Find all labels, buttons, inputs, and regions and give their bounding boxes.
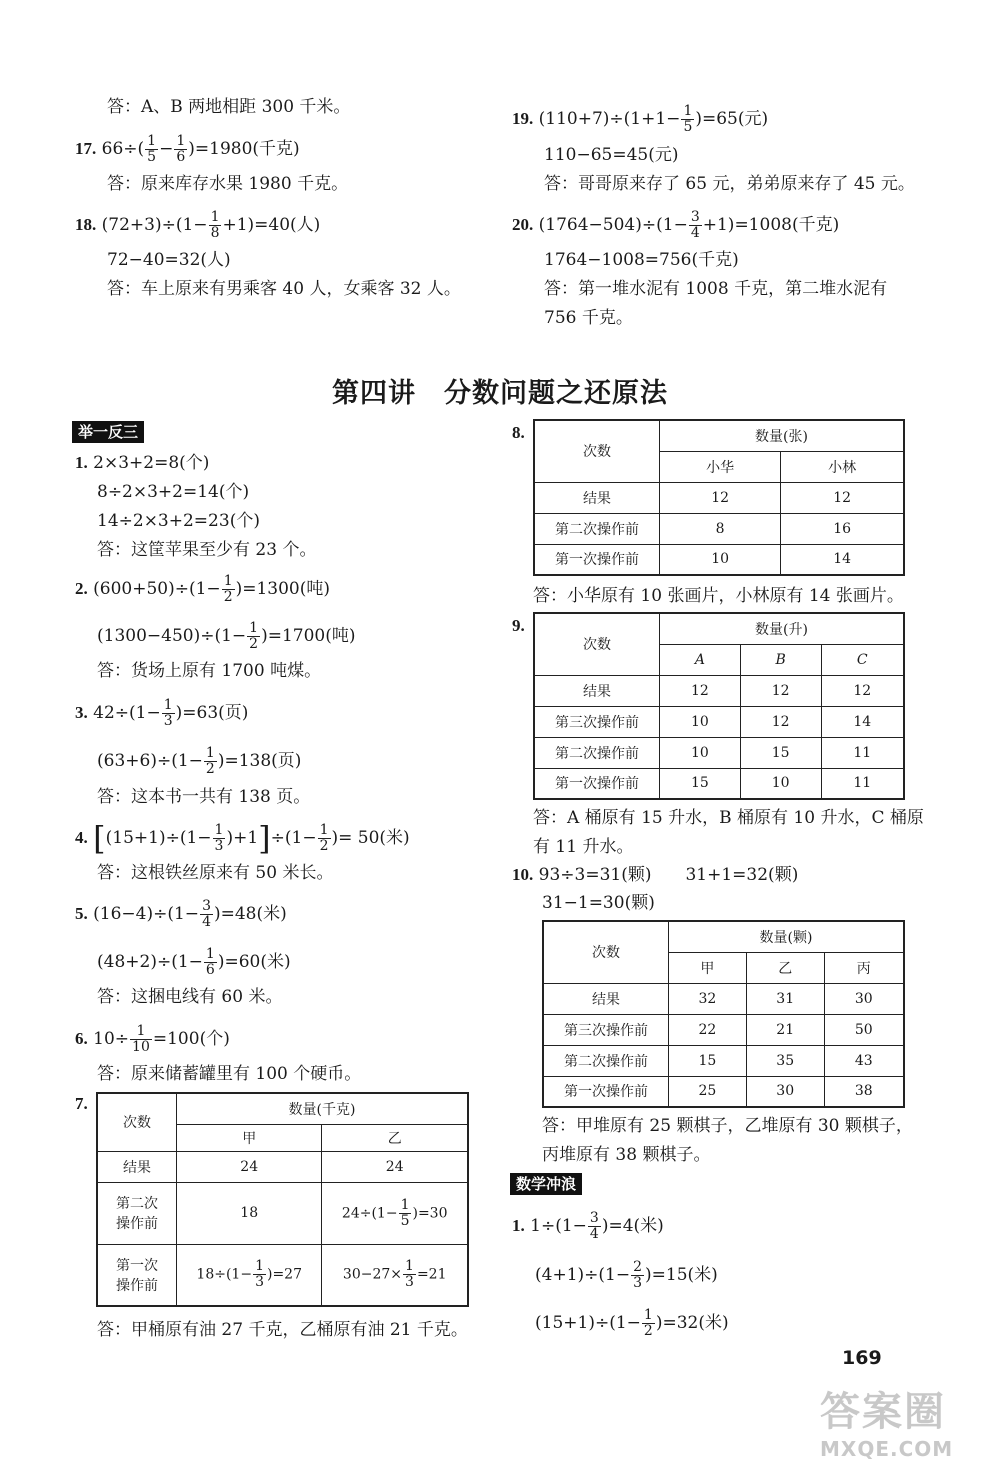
problem-number: 5. — [75, 904, 88, 923]
fraction — [130, 1024, 152, 1055]
row-label: 第二次操作前 — [543, 1045, 669, 1076]
denominator: 3 — [214, 838, 224, 854]
cell: 38 — [824, 1076, 904, 1107]
watermark-line2: MXQE.COM — [820, 1437, 954, 1461]
header-xiaohua: 小华 — [660, 451, 781, 482]
header-quantity: 数量(张) — [660, 420, 905, 451]
expr-part: )=60(米) — [217, 952, 291, 972]
problem-1 — [75, 451, 209, 475]
problem-number: 2. — [75, 579, 88, 598]
fraction — [222, 574, 235, 605]
header-times: 次数 — [97, 1093, 177, 1151]
denominator: 2 — [205, 761, 215, 777]
expr-part: )=138(页) — [217, 751, 302, 771]
cell: 12 — [781, 482, 904, 513]
expr-part: )=1700(吨) — [261, 626, 356, 646]
fraction — [631, 1260, 644, 1291]
numerator: 1 — [205, 745, 215, 761]
fraction — [174, 134, 187, 165]
problem-number: 1. — [75, 453, 88, 472]
label-line: 第二次 — [116, 1196, 158, 1212]
denominator: 4 — [589, 1226, 599, 1242]
answer-19: 答：哥哥原来存了 65 元，弟弟原来存了 45 元。 — [544, 174, 915, 194]
cell: 10 — [660, 544, 781, 575]
cell: 50 — [824, 1014, 904, 1045]
denominator: 5 — [147, 149, 157, 165]
section-tag-challenge: 数学冲浪 — [510, 1173, 582, 1195]
denominator: 3 — [163, 713, 173, 729]
answer-18: 答：车上原来有男乘客 40 人，女乘客 32 人。 — [107, 279, 461, 299]
cell: 14 — [781, 544, 904, 575]
problem-number: 1. — [512, 1216, 525, 1235]
denominator: 4 — [690, 225, 700, 241]
numerator: 1 — [176, 133, 186, 149]
row-label: 第三次操作前 — [534, 706, 660, 737]
denominator: 2 — [249, 636, 259, 652]
cell: 10 — [660, 706, 741, 737]
fraction — [399, 1198, 412, 1229]
header-quantity: 数量(升) — [660, 613, 905, 644]
expr-part: (1764−504)÷(1− — [538, 215, 688, 235]
fraction — [318, 823, 331, 854]
fraction — [403, 1259, 416, 1290]
cell: 30 — [746, 1076, 824, 1107]
problem-18 — [75, 210, 320, 241]
label-line: 第一次 — [116, 1257, 158, 1274]
header-c: C — [821, 644, 904, 675]
numerator: 1 — [400, 1196, 410, 1213]
row-label: 第一次操作前 — [534, 768, 660, 799]
numerator: 1 — [683, 103, 693, 119]
answer-3: 答：这本书一共有 138 页。 — [97, 787, 311, 807]
denominator: 3 — [255, 1274, 264, 1291]
cell: 11 — [821, 768, 904, 799]
cell: 32 — [669, 983, 747, 1014]
numerator: 3 — [690, 209, 700, 225]
answer-5: 答：这捆电线有 60 米。 — [97, 987, 283, 1007]
numerator: 1 — [130, 1024, 152, 1040]
numerator: 1 — [405, 1258, 414, 1275]
answer-9-line1: 答：A 桶原有 15 升水，B 桶原有 10 升水，C 桶原 — [533, 808, 924, 828]
expr-part: 18÷(1− — [196, 1266, 253, 1283]
denominator: 2 — [319, 838, 329, 854]
line-18-2: 72−40=32(人) — [107, 250, 231, 270]
answer-6: 答：原来储蓄罐里有 100 个硬币。 — [97, 1064, 362, 1084]
header-jia: 甲 — [669, 952, 747, 983]
numerator: 1 — [210, 209, 220, 225]
answer-17: 答：原来库存水果 1980 千克。 — [107, 174, 349, 194]
header-quantity: 数量(千克) — [177, 1093, 469, 1124]
expr-part: )=4(米) — [601, 1216, 664, 1236]
answer-1: 答：这筐苹果至少有 23 个。 — [97, 540, 317, 560]
cell: 12 — [660, 675, 741, 706]
denominator: 8 — [210, 225, 220, 241]
table-7 — [96, 1092, 469, 1307]
fraction — [204, 947, 217, 978]
cell: 15 — [740, 737, 821, 768]
answer-20-line2: 756 千克。 — [544, 308, 633, 328]
problem-number: 10. — [512, 865, 534, 884]
row-label: 第一次操作前 — [543, 1076, 669, 1107]
cell — [322, 1244, 468, 1306]
row-label: 第二次操作前 — [534, 737, 660, 768]
expr-part: (48+2)÷(1− — [97, 952, 203, 972]
cell — [177, 1244, 322, 1306]
expr-part: (16−4)÷(1− — [93, 904, 200, 924]
problem-4 — [75, 819, 410, 858]
cell: 11 — [821, 737, 904, 768]
expr-part: )=32(米) — [655, 1313, 729, 1333]
expr-part: 10÷ — [93, 1029, 130, 1049]
expr-part: (15+1)÷(1− — [535, 1313, 641, 1333]
header-quantity: 数量(颗) — [669, 921, 905, 952]
table-10 — [542, 920, 905, 1108]
header-times: 次数 — [543, 921, 669, 983]
expr-part: (72+3)÷(1− — [101, 215, 208, 235]
numerator: 3 — [589, 1210, 599, 1226]
expr-line: 93÷3=31(颗) 31+1=32(颗) — [538, 865, 799, 885]
expr-part: 66÷( — [101, 139, 145, 159]
answer-ab-distance: 答：A、B 两地相距 300 千米。 — [107, 97, 351, 117]
label-line: 操作前 — [116, 1277, 158, 1294]
fraction — [209, 210, 222, 241]
table-9 — [533, 612, 905, 800]
cell: 14 — [821, 706, 904, 737]
numerator: 1 — [205, 946, 215, 962]
line-19-2: 110−65=45(元) — [544, 145, 679, 165]
line-3-2 — [97, 746, 301, 777]
numerator: 1 — [214, 822, 224, 838]
cell: 12 — [740, 706, 821, 737]
cell: 18 — [177, 1182, 322, 1244]
expr-part: (600+50)÷(1− — [93, 579, 221, 599]
problem-number: 4. — [75, 828, 88, 847]
problem-number: 17. — [75, 139, 97, 158]
cell: 21 — [746, 1014, 824, 1045]
line-10-2: 31−1=30(颗) — [542, 893, 655, 913]
problem-5 — [75, 899, 287, 930]
cell: 24 — [322, 1151, 468, 1182]
expr-part: )=15(米) — [645, 1265, 718, 1285]
answer-8: 答：小华原有 10 张画片，小林原有 14 张画片。 — [533, 586, 904, 606]
bracket: [ — [93, 819, 106, 858]
expr-part: (110+7)÷(1+1− — [538, 109, 681, 129]
row-label: 第一次操作前 — [534, 544, 660, 575]
row-label — [97, 1182, 177, 1244]
watermark-logo — [820, 1380, 990, 1460]
problem-3 — [75, 698, 248, 729]
denominator: 10 — [132, 1039, 150, 1055]
label-line: 操作前 — [116, 1216, 158, 1232]
denominator: 5 — [400, 1212, 410, 1229]
expr-part: )=1300(吨) — [235, 579, 331, 599]
cell: 10 — [740, 768, 821, 799]
expr-part: (1300−450)÷(1− — [97, 626, 247, 646]
fraction — [213, 823, 226, 854]
answer-4: 答：这根铁丝原来有 50 米长。 — [97, 863, 334, 883]
header-jia: 甲 — [177, 1124, 322, 1151]
fraction — [642, 1308, 655, 1339]
line-5-2 — [97, 947, 291, 978]
expr-part: )= 50(米) — [331, 828, 410, 848]
expr-part: ÷(1− — [270, 828, 317, 848]
expr-part: (15+1)÷(1− — [105, 828, 212, 848]
denominator: 5 — [683, 119, 693, 135]
cell: 10 — [660, 737, 741, 768]
bracket: ] — [258, 819, 271, 858]
page-number: 169 — [842, 1347, 882, 1369]
answer-20-line1: 答：第一堆水泥有 1008 千克，第二堆水泥有 — [544, 279, 888, 299]
expr-part: 1÷(1− — [530, 1216, 587, 1236]
numerator: 1 — [643, 1307, 653, 1323]
row-label: 结果 — [543, 983, 669, 1014]
header-times: 次数 — [534, 613, 660, 675]
answer-7: 答：甲桶原有油 27 千克，乙桶原有油 21 千克。 — [97, 1320, 468, 1340]
denominator: 6 — [176, 149, 186, 165]
expr-part: )=65(元) — [695, 109, 769, 129]
problem-19 — [512, 104, 768, 135]
cell: 15 — [669, 1045, 747, 1076]
numerator: 3 — [202, 898, 211, 914]
numerator: 2 — [633, 1259, 642, 1275]
fraction — [247, 621, 260, 652]
cell: 12 — [740, 675, 821, 706]
problem-number: 18. — [75, 215, 97, 234]
header-times: 次数 — [534, 420, 660, 482]
answer-10-line1: 答：甲堆原有 25 颗棋子，乙堆原有 30 颗棋子， — [542, 1116, 913, 1136]
problem-20 — [512, 210, 839, 241]
fraction — [204, 746, 217, 777]
fraction — [253, 1259, 266, 1290]
cell: 8 — [660, 513, 781, 544]
denominator: 2 — [223, 589, 233, 605]
expr-part: )=30 — [412, 1205, 448, 1221]
numerator: 1 — [249, 620, 259, 636]
cell: 30 — [824, 983, 904, 1014]
denominator: 3 — [405, 1274, 414, 1291]
fraction — [588, 1211, 601, 1242]
fraction — [162, 698, 175, 729]
line-2-2 — [97, 621, 356, 652]
cell: 35 — [746, 1045, 824, 1076]
numerator: 1 — [319, 822, 329, 838]
cell: 22 — [669, 1014, 747, 1045]
expr-part: )=1980(千克) — [188, 139, 300, 159]
problem-17: 17. 66÷( $\frac{1}{5}$ − $\frac{1}{6}$ )=1980(千克) — [75, 133, 300, 165]
cell: 15 — [660, 768, 741, 799]
fraction — [689, 210, 702, 241]
header-a: A — [660, 644, 741, 675]
expr-line: 2×3+2=8(个) — [93, 453, 210, 473]
section-title: 第四讲 分数问题之还原法 — [332, 378, 668, 409]
header-xiaolin: 小林 — [781, 451, 904, 482]
denominator: 2 — [643, 1323, 653, 1339]
answer-9-line2: 有 11 升水。 — [533, 837, 634, 857]
problem-number: 6. — [75, 1029, 88, 1048]
expr-part: 42÷(1− — [93, 703, 161, 723]
expr-part: +1)=40(人) — [222, 215, 321, 235]
numerator: 1 — [255, 1258, 264, 1275]
cell: 16 — [781, 513, 904, 544]
cell: 12 — [821, 675, 904, 706]
expr-part: +1)=1008(千克) — [702, 215, 840, 235]
expr-part: =100(个) — [152, 1029, 230, 1049]
problem-6 — [75, 1024, 230, 1055]
header-b: B — [740, 644, 821, 675]
expr-part: )=27 — [266, 1266, 302, 1283]
cell: 12 — [660, 482, 781, 513]
numerator: 1 — [163, 697, 173, 713]
row-label: 第三次操作前 — [543, 1014, 669, 1045]
cell — [322, 1182, 468, 1244]
expr-part: (63+6)÷(1− — [97, 751, 203, 771]
row-label — [97, 1244, 177, 1306]
problem-number: 3. — [75, 703, 88, 722]
row-label: 结果 — [97, 1151, 177, 1182]
expr-part: =21 — [416, 1266, 447, 1283]
expr-part: )=48(米) — [213, 904, 287, 924]
answer-10-line2: 丙堆原有 38 颗棋子。 — [542, 1145, 711, 1165]
section-tag-practice: 举一反三 — [72, 421, 144, 443]
problem-10 — [512, 863, 798, 887]
numerator: 1 — [147, 133, 157, 149]
denominator: 3 — [633, 1275, 642, 1291]
problem-number-7: 7. — [75, 1094, 88, 1113]
cell: 24 — [177, 1151, 322, 1182]
row-label: 第二次操作前 — [534, 513, 660, 544]
cell: 31 — [746, 983, 824, 1014]
expr-part: (4+1)÷(1− — [535, 1265, 631, 1285]
challenge-1-line3 — [535, 1308, 729, 1339]
denominator: 6 — [205, 962, 215, 978]
cell: 43 — [824, 1045, 904, 1076]
problem-number-8: 8. — [512, 423, 525, 442]
challenge-1-line2 — [535, 1260, 718, 1291]
problem-number: 19. — [512, 109, 534, 128]
table-8 — [533, 419, 905, 576]
problem-number-9: 9. — [512, 616, 525, 635]
watermark-line1: 答案圈 — [820, 1389, 946, 1435]
line-1-3: 14÷2×3+2=23(个) — [97, 511, 260, 531]
problem-number: 20. — [512, 215, 534, 234]
row-label: 结果 — [534, 482, 660, 513]
expr-part: )=63(页) — [175, 703, 249, 723]
expr-part: )+1 — [226, 828, 259, 848]
fraction — [200, 899, 213, 930]
numerator: 1 — [223, 573, 233, 589]
cell: 25 — [669, 1076, 747, 1107]
line-1-2: 8÷2×3+2=14(个) — [97, 482, 250, 502]
header-yi: 乙 — [746, 952, 824, 983]
header-yi: 乙 — [322, 1124, 468, 1151]
challenge-1 — [512, 1211, 664, 1242]
line-20-2: 1764−1008=756(千克) — [544, 250, 739, 270]
row-label: 结果 — [534, 675, 660, 706]
header-bing: 丙 — [824, 952, 904, 983]
expr-part: 24÷(1− — [341, 1205, 398, 1221]
answer-2: 答：货场上原有 1700 吨煤。 — [97, 661, 322, 681]
fraction — [681, 104, 694, 135]
problem-2 — [75, 574, 330, 605]
expr-part: 30−27× — [342, 1266, 403, 1283]
fraction — [145, 134, 158, 165]
denominator: 4 — [202, 914, 211, 930]
